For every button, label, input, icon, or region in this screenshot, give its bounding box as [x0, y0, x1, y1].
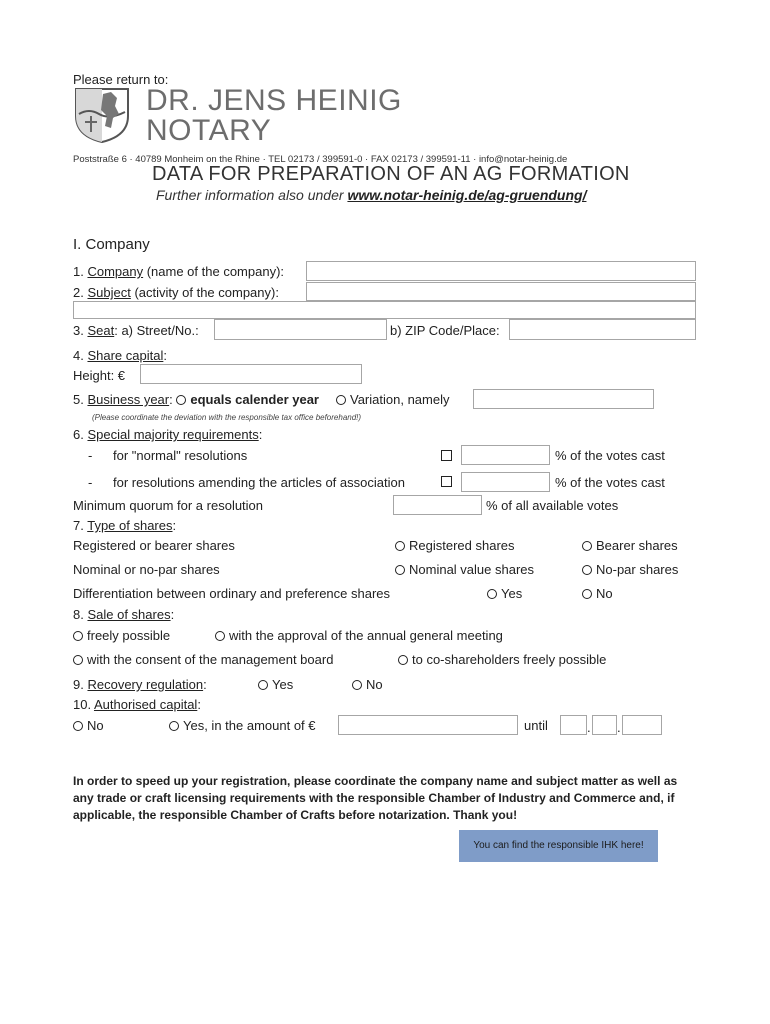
- company-label: 1. Company (name of the company):: [73, 264, 285, 279]
- nominal-shares-option[interactable]: Nominal value shares: [395, 562, 534, 577]
- radio-icon[interactable]: [258, 680, 268, 690]
- radio-icon[interactable]: [73, 655, 83, 665]
- authorised-amount-input[interactable]: [338, 715, 518, 735]
- notary-name: DR. JENS HEINIG: [146, 84, 402, 117]
- sale-board-option[interactable]: with the consent of the management board: [73, 652, 333, 667]
- subject-label: 2. Subject (activity of the company):: [73, 285, 279, 300]
- capital-amount-input[interactable]: [140, 364, 362, 384]
- return-label: Please return to:: [73, 72, 169, 87]
- radio-icon[interactable]: [398, 655, 408, 665]
- radio-icon[interactable]: [73, 721, 83, 731]
- sale-free-option[interactable]: freely possible: [73, 628, 170, 643]
- normal-resolutions-checkbox[interactable]: [441, 450, 452, 461]
- business-year-variation-input[interactable]: [473, 389, 654, 409]
- registered-shares-option[interactable]: Registered shares: [395, 538, 515, 553]
- articles-resolutions-checkbox[interactable]: [441, 476, 452, 487]
- differentiation-label: Differentiation between ordinary and preference shares: [73, 586, 391, 601]
- quorum-suffix: % of all available votes: [486, 498, 619, 513]
- zip-label: b) ZIP Code/Place:: [390, 323, 500, 338]
- radio-icon[interactable]: [487, 589, 497, 599]
- until-month-input[interactable]: [592, 715, 617, 735]
- website-link[interactable]: www.notar-heinig.de/ag-gruendung/: [347, 187, 587, 203]
- business-year-variation-option[interactable]: Variation, namely: [336, 392, 449, 407]
- sale-label: 8. Sale of shares:: [73, 607, 175, 622]
- votes-cast-label: % of the votes cast: [555, 448, 665, 463]
- notary-title: NOTARY: [146, 114, 272, 147]
- business-year-row: 5. Business year: equals calender year: [73, 392, 319, 407]
- height-label: Height: €: [73, 368, 126, 383]
- nominal-nopar-label: Nominal or no-par shares: [73, 562, 220, 577]
- normal-resolutions-percent-input[interactable]: [461, 445, 550, 465]
- section-heading: I. Company: [73, 236, 150, 253]
- contact-line: Poststraße 6 · 40789 Monheim on the Rhine · TEL 02173 / 399591-0 · FAX 02173 / 399591-11 · info@notar-heinig.de: [73, 154, 568, 165]
- radio-icon[interactable]: [73, 631, 83, 641]
- zip-place-input[interactable]: [509, 319, 696, 340]
- quorum-label: Minimum quorum for a resolution: [73, 498, 264, 513]
- votes-cast-label: % of the votes cast: [555, 475, 665, 490]
- authorised-capital-label: 10. Authorised capital:: [73, 697, 201, 712]
- business-year-calendar-radio[interactable]: [176, 395, 186, 405]
- radio-icon[interactable]: [582, 541, 592, 551]
- recovery-yes-option[interactable]: Yes: [258, 677, 293, 692]
- radio-icon[interactable]: [336, 395, 346, 405]
- capital-label: 4. Share capital:: [73, 348, 167, 363]
- normal-resolutions-label: for "normal" resolutions: [113, 448, 248, 463]
- form-title: DATA FOR PREPARATION OF AN AG FORMATION: [152, 163, 630, 185]
- articles-resolutions-percent-input[interactable]: [461, 472, 550, 492]
- subject-input-line2[interactable]: [73, 301, 696, 319]
- articles-resolutions-label: for resolutions amending the articles of association: [113, 475, 405, 490]
- recovery-no-option[interactable]: No: [352, 677, 383, 692]
- registration-notice: In order to speed up your registration, please coordinate the company name and subject matter as well as any trade or craft licensing requirements with the responsible Chamber of Industry and Commerce and, if applicable, the responsible Chamber of Crafts before notarization. Thank you!: [73, 774, 678, 822]
- until-year-input[interactable]: [622, 715, 662, 735]
- business-year-note: (Please coordinate the deviation with the responsible tax office beforehand!): [92, 413, 362, 422]
- radio-icon[interactable]: [215, 631, 225, 641]
- quorum-percent-input[interactable]: [393, 495, 482, 515]
- registered-bearer-label: Registered or bearer shares: [73, 538, 235, 553]
- differentiation-yes-option[interactable]: Yes: [487, 586, 522, 601]
- authorised-yes-option[interactable]: Yes, in the amount of €: [169, 718, 316, 733]
- sale-coshareholders-option[interactable]: to co-shareholders freely possible: [398, 652, 606, 667]
- date-separator: .: [587, 720, 591, 735]
- radio-icon[interactable]: [352, 680, 362, 690]
- authorised-no-option[interactable]: No: [73, 718, 104, 733]
- differentiation-no-option[interactable]: No: [582, 586, 613, 601]
- recovery-label: 9. Recovery regulation:: [73, 677, 207, 692]
- date-separator: .: [617, 720, 621, 735]
- dash: -: [88, 475, 93, 490]
- sale-agm-option[interactable]: with the approval of the annual general meeting: [215, 628, 503, 643]
- radio-icon[interactable]: [169, 721, 179, 731]
- bearer-shares-option[interactable]: Bearer shares: [582, 538, 678, 553]
- form-subtitle: Further information also under www.notar-heinig.de/ag-gruendung/: [156, 187, 587, 203]
- ihk-link-button[interactable]: You can find the responsible IHK here!: [459, 830, 658, 862]
- street-input[interactable]: [214, 319, 387, 340]
- radio-icon[interactable]: [582, 565, 592, 575]
- subject-input[interactable]: [306, 282, 696, 301]
- radio-icon[interactable]: [395, 541, 405, 551]
- seat-label: 3. Seat: a) Street/No.:: [73, 323, 199, 338]
- radio-icon[interactable]: [395, 565, 405, 575]
- until-day-input[interactable]: [560, 715, 587, 735]
- radio-icon[interactable]: [582, 589, 592, 599]
- nopar-shares-option[interactable]: No-par shares: [582, 562, 678, 577]
- majority-label: 6. Special majority requirements:: [73, 427, 263, 442]
- until-label: until: [524, 718, 548, 733]
- shares-type-label: 7. Type of shares:: [73, 518, 177, 533]
- coat-of-arms-logo: [73, 86, 131, 144]
- dash: -: [88, 448, 93, 463]
- company-name-input[interactable]: [306, 261, 696, 281]
